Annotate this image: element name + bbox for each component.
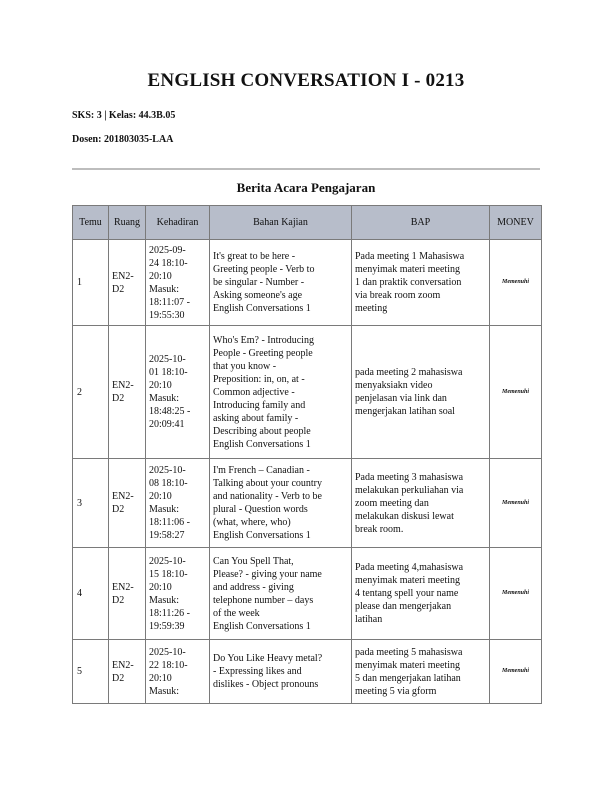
cell-bahan-kajian: Who's Em? - Introducing People - Greeting people that you know - Preposition: in, on, at - Common adjective - Introducing family and asking about family - Describing about people English Conversations 1: [210, 326, 352, 459]
cell-bahan-kajian: I'm French – Canadian - Talking about your country and nationality - Verb to be plural - Question words (what, where, who) English Conversations 1: [210, 459, 352, 548]
lecturer-info: Dosen: 201803035-LAA: [72, 134, 174, 145]
teaching-record-table: [72, 205, 542, 704]
cell-bap: Pada meeting 4,mahasiswa menyimak materi meeting 4 tentang spell your name please dan mengerjakan latihan: [352, 548, 490, 640]
course-title: ENGLISH CONVERSATION I - 0213: [147, 70, 465, 91]
cell-ruang: EN2- D2: [109, 326, 146, 459]
header-monev: MONEV: [490, 206, 542, 240]
table-row: [73, 459, 542, 548]
header-kehadiran: Kehadiran: [146, 206, 210, 240]
table-row: [73, 240, 542, 326]
table-header-row: [73, 206, 542, 240]
cell-kehadiran: 2025-10- 08 18:10- 20:10 Masuk: 18:11:06 - 19:58:27: [146, 459, 210, 548]
cell-ruang: EN2- D2: [109, 240, 146, 326]
table-row: [73, 326, 542, 459]
cell-monev: Memenuhi: [490, 548, 542, 640]
cell-kehadiran: 2025-10- 22 18:10- 20:10 Masuk:: [146, 640, 210, 704]
cell-ruang: EN2- D2: [109, 548, 146, 640]
section-title: Berita Acara Pengajaran: [236, 180, 376, 195]
cell-monev: Memenuhi: [490, 326, 542, 459]
cell-bap: pada meeting 2 mahasiswa menyaksiakn video penjelasan via link dan mengerjakan latihan soal: [352, 326, 490, 459]
header-bap: BAP: [352, 206, 490, 240]
header-ruang: Ruang: [109, 206, 146, 240]
divider: [72, 168, 540, 170]
cell-temu: 2: [73, 326, 109, 459]
cell-monev: Memenuhi: [490, 640, 542, 704]
cell-bap: Pada meeting 3 mahasiswa melakukan perkuliahan via zoom meeting dan melakukan diskusi lewat break room.: [352, 459, 490, 548]
cell-kehadiran: 2025-10- 15 18:10- 20:10 Masuk: 18:11:26 - 19:59:39: [146, 548, 210, 640]
cell-bahan-kajian: Do You Like Heavy metal? - Expressing likes and dislikes - Object pronouns: [210, 640, 352, 704]
cell-temu: 4: [73, 548, 109, 640]
cell-kehadiran: 2025-09- 24 18:10- 20:10 Masuk: 18:11:07 - 19:55:30: [146, 240, 210, 326]
cell-bap: pada meeting 5 mahasiswa menyimak materi meeting 5 dan mengerjakan latihan meeting 5 via gform: [352, 640, 490, 704]
cell-temu: 5: [73, 640, 109, 704]
table-row: [73, 640, 542, 704]
cell-temu: 1: [73, 240, 109, 326]
header-temu: Temu: [73, 206, 109, 240]
cell-ruang: EN2- D2: [109, 640, 146, 704]
cell-monev: Memenuhi: [490, 459, 542, 548]
cell-ruang: EN2- D2: [109, 459, 146, 548]
cell-bahan-kajian: Can You Spell That, Please? - giving your name and address - giving telephone number – days of the week English Conversations 1: [210, 548, 352, 640]
cell-temu: 3: [73, 459, 109, 548]
cell-kehadiran: 2025-10- 01 18:10- 20:10 Masuk: 18:48:25 - 20:09:41: [146, 326, 210, 459]
cell-monev: Memenuhi: [490, 240, 542, 326]
cell-bahan-kajian: It's great to be here - Greeting people - Verb to be singular - Number - Asking someone's age English Conversations 1: [210, 240, 352, 326]
cell-bap: Pada meeting 1 Mahasiswa menyimak materi meeting 1 dan praktik conversation via break room zoom meeting: [352, 240, 490, 326]
header-bahan-kajian: Bahan Kajian: [210, 206, 352, 240]
table-row: [73, 548, 542, 640]
sks-class-info: SKS: 3 | Kelas: 44.3B.05: [72, 110, 176, 121]
